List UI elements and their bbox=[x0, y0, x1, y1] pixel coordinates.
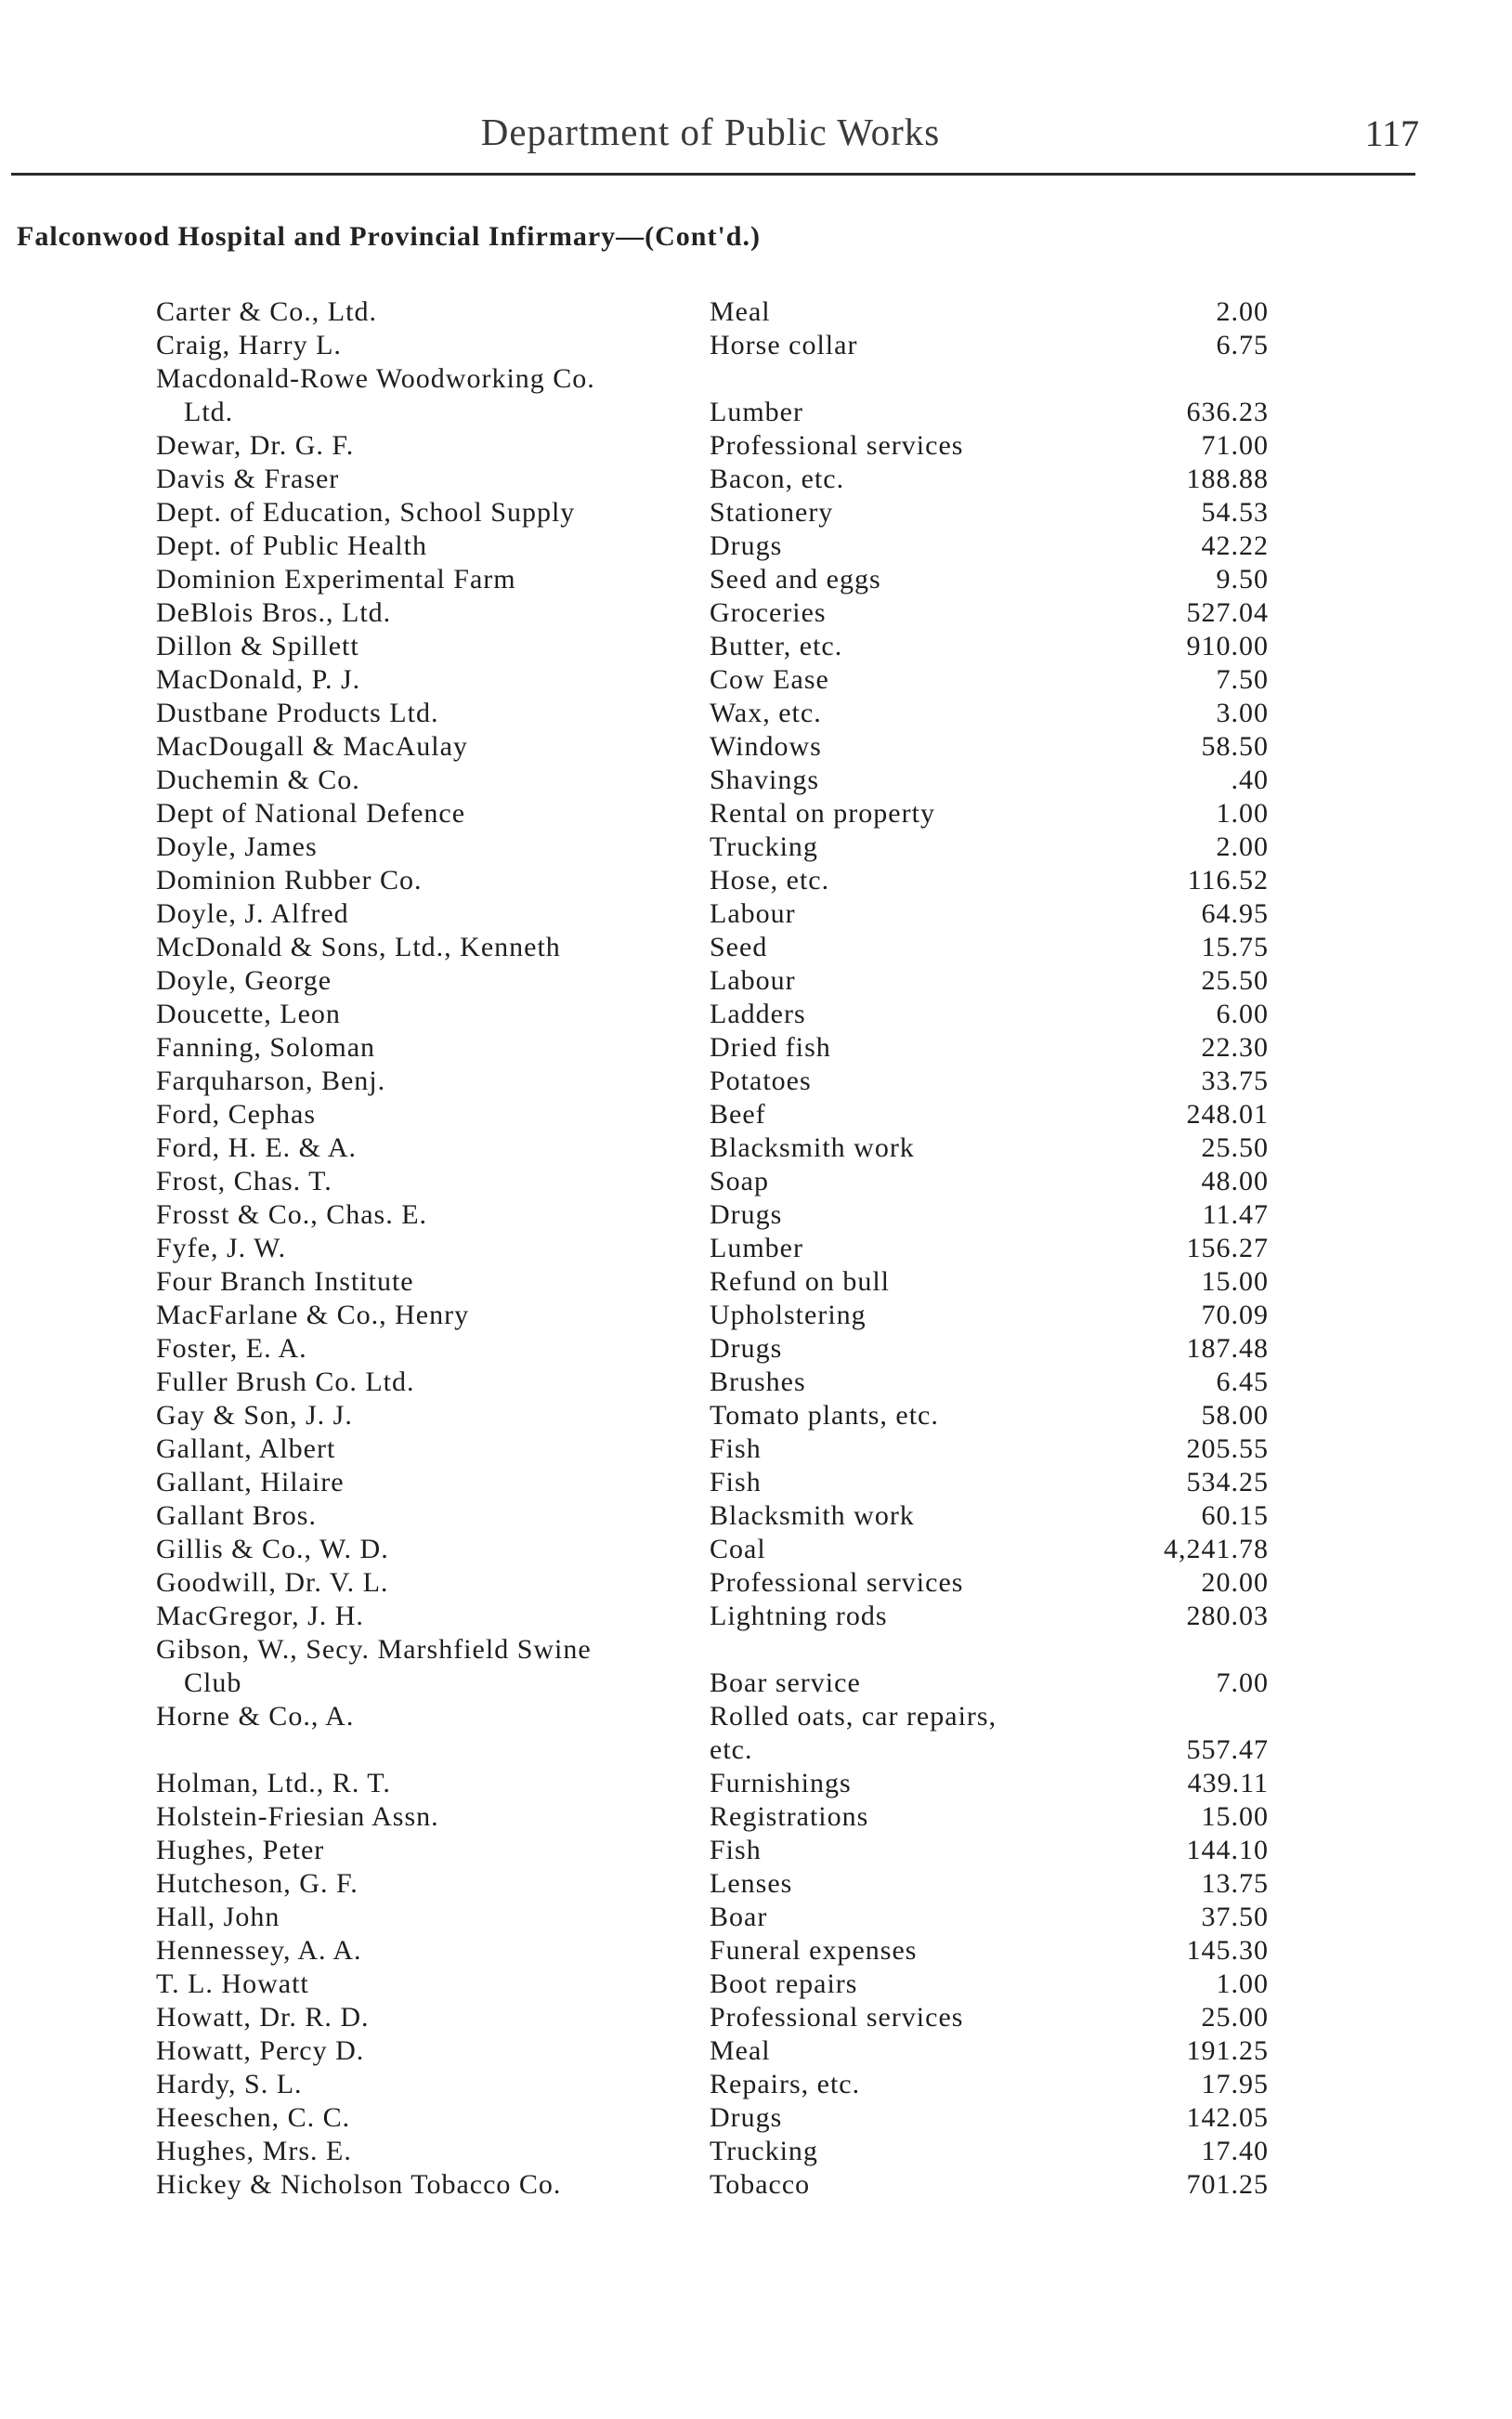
item-description: Repairs, etc. bbox=[710, 2069, 861, 2099]
list-item bbox=[0, 998, 1512, 1031]
list-item bbox=[0, 1600, 1512, 1633]
payee-name: Gillis & Co., W. D. bbox=[156, 1534, 389, 1564]
item-description: Coal bbox=[710, 1534, 766, 1564]
amount-value: 22.30 bbox=[1201, 1032, 1269, 1063]
list-item bbox=[0, 1700, 1512, 1733]
item-description: Horse collar bbox=[710, 330, 858, 360]
expenditure-list bbox=[0, 295, 1512, 2202]
list-item bbox=[0, 1834, 1512, 1867]
list-item bbox=[0, 295, 1512, 329]
payee-name: Gallant Bros. bbox=[156, 1500, 317, 1531]
item-description: Drugs bbox=[710, 530, 783, 561]
item-description: Lumber bbox=[710, 397, 803, 427]
list-item bbox=[0, 1533, 1512, 1566]
list-item bbox=[0, 1733, 1512, 1767]
list-item bbox=[0, 1566, 1512, 1600]
payee-name: Dustbane Products Ltd. bbox=[156, 698, 439, 728]
payee-name: Carter & Co., Ltd. bbox=[156, 296, 377, 327]
list-item bbox=[0, 2034, 1512, 2068]
item-description: Boot repairs bbox=[710, 1968, 858, 1999]
list-item bbox=[0, 697, 1512, 730]
list-item bbox=[0, 830, 1512, 864]
item-description: Shavings bbox=[710, 765, 820, 795]
list-item bbox=[0, 596, 1512, 630]
amount-value: 13.75 bbox=[1201, 1868, 1269, 1899]
payee-name: Dewar, Dr. G. F. bbox=[156, 430, 355, 461]
item-description: Professional services bbox=[710, 2002, 964, 2033]
payee-name: Ltd. bbox=[184, 397, 234, 427]
list-item bbox=[0, 1198, 1512, 1232]
payee-name: Hardy, S. L. bbox=[156, 2069, 303, 2099]
list-item bbox=[0, 329, 1512, 362]
list-item bbox=[0, 1667, 1512, 1700]
payee-name: Foster, E. A. bbox=[156, 1333, 307, 1364]
amount-value: 4,241.78 bbox=[1164, 1534, 1269, 1564]
payee-name: McDonald & Sons, Ltd., Kenneth bbox=[156, 932, 561, 962]
payee-name: Heeschen, C. C. bbox=[156, 2102, 351, 2133]
item-description: Fish bbox=[710, 1835, 762, 1865]
amount-value: 6.00 bbox=[1216, 999, 1269, 1029]
amount-value: 2.00 bbox=[1216, 296, 1269, 327]
payee-name: Frost, Chas. T. bbox=[156, 1166, 332, 1196]
item-description: Wax, etc. bbox=[710, 698, 822, 728]
item-description: Bacon, etc. bbox=[710, 464, 845, 494]
list-item bbox=[0, 429, 1512, 463]
amount-value: 33.75 bbox=[1201, 1066, 1269, 1096]
amount-value: 701.25 bbox=[1186, 2169, 1269, 2200]
amount-value: 205.55 bbox=[1186, 1433, 1269, 1464]
amount-value: 58.00 bbox=[1201, 1400, 1269, 1431]
list-item bbox=[0, 1867, 1512, 1901]
item-description: Upholstering bbox=[710, 1300, 867, 1330]
item-description: Beef bbox=[710, 1099, 766, 1130]
payee-name: Doyle, J. Alfred bbox=[156, 898, 349, 929]
amount-value: 557.47 bbox=[1186, 1734, 1269, 1765]
payee-name: Macdonald-Rowe Woodworking Co. bbox=[156, 363, 595, 394]
list-item bbox=[0, 1432, 1512, 1466]
amount-value: 42.22 bbox=[1201, 530, 1269, 561]
item-description: Drugs bbox=[710, 1333, 783, 1364]
payee-name: Hickey & Nicholson Tobacco Co. bbox=[156, 2169, 562, 2200]
list-item bbox=[0, 1934, 1512, 1968]
item-description: Labour bbox=[710, 965, 796, 996]
item-description: Windows bbox=[710, 731, 822, 762]
amount-value: 191.25 bbox=[1186, 2035, 1269, 2066]
item-description: Blacksmith work bbox=[710, 1132, 915, 1163]
item-description: Groceries bbox=[710, 597, 827, 628]
item-description: Brushes bbox=[710, 1366, 806, 1397]
payee-name: Fanning, Soloman bbox=[156, 1032, 376, 1063]
item-description: Fish bbox=[710, 1467, 762, 1497]
amount-value: 142.05 bbox=[1186, 2102, 1269, 2133]
amount-value: 17.95 bbox=[1201, 2069, 1269, 2099]
amount-value: 2.00 bbox=[1216, 831, 1269, 862]
item-description: Seed bbox=[710, 932, 768, 962]
payee-name: Fyfe, J. W. bbox=[156, 1233, 287, 1263]
list-item bbox=[0, 1366, 1512, 1399]
amount-value: 636.23 bbox=[1186, 397, 1269, 427]
list-item bbox=[0, 1265, 1512, 1299]
payee-name: T. L. Howatt bbox=[156, 1968, 309, 1999]
payee-name: Horne & Co., A. bbox=[156, 1701, 355, 1732]
item-description: Trucking bbox=[710, 831, 818, 862]
payee-name: Goodwill, Dr. V. L. bbox=[156, 1567, 389, 1598]
list-item bbox=[0, 1098, 1512, 1131]
item-description: Funeral expenses bbox=[710, 1935, 918, 1966]
item-description: Lenses bbox=[710, 1868, 793, 1899]
payee-name: DeBlois Bros., Ltd. bbox=[156, 597, 392, 628]
item-description: Labour bbox=[710, 898, 796, 929]
payee-name: Ford, Cephas bbox=[156, 1099, 316, 1130]
list-item bbox=[0, 2101, 1512, 2135]
amount-value: 187.48 bbox=[1186, 1333, 1269, 1364]
list-item bbox=[0, 362, 1512, 396]
payee-name: Gallant, Hilaire bbox=[156, 1467, 345, 1497]
list-item bbox=[0, 2168, 1512, 2202]
list-item bbox=[0, 1466, 1512, 1499]
list-item bbox=[0, 630, 1512, 663]
amount-value: 6.75 bbox=[1216, 330, 1269, 360]
amount-value: 6.45 bbox=[1216, 1366, 1269, 1397]
list-item bbox=[0, 931, 1512, 964]
amount-value: 37.50 bbox=[1201, 1902, 1269, 1932]
amount-value: 144.10 bbox=[1186, 1835, 1269, 1865]
item-description: Potatoes bbox=[710, 1066, 812, 1096]
list-item bbox=[0, 396, 1512, 429]
payee-name: Hughes, Peter bbox=[156, 1835, 325, 1865]
payee-name: Doyle, James bbox=[156, 831, 318, 862]
header-rule bbox=[11, 173, 1415, 176]
payee-name: Gibson, W., Secy. Marshfield Swine bbox=[156, 1634, 592, 1665]
amount-value: 527.04 bbox=[1186, 597, 1269, 628]
amount-value: 15.75 bbox=[1201, 932, 1269, 962]
list-item bbox=[0, 764, 1512, 797]
payee-name: Dominion Experimental Farm bbox=[156, 564, 516, 595]
item-description: Tobacco bbox=[710, 2169, 811, 2200]
item-description: Fish bbox=[710, 1433, 762, 1464]
item-description: Professional services bbox=[710, 430, 964, 461]
payee-name: Farquharson, Benj. bbox=[156, 1066, 386, 1096]
item-description: Boar bbox=[710, 1902, 768, 1932]
amount-value: 11.47 bbox=[1202, 1199, 1269, 1230]
list-item bbox=[0, 1299, 1512, 1332]
payee-name: Duchemin & Co. bbox=[156, 765, 360, 795]
item-description: Meal bbox=[710, 2035, 771, 2066]
list-item bbox=[0, 1901, 1512, 1934]
amount-value: 25.00 bbox=[1201, 2002, 1269, 2033]
list-item bbox=[0, 1800, 1512, 1834]
payee-name: MacDougall & MacAulay bbox=[156, 731, 468, 762]
item-description: Cow Ease bbox=[710, 664, 829, 695]
amount-value: 17.40 bbox=[1201, 2136, 1269, 2166]
amount-value: 20.00 bbox=[1201, 1567, 1269, 1598]
list-item bbox=[0, 1332, 1512, 1366]
list-item bbox=[0, 2068, 1512, 2101]
payee-name: Fuller Brush Co. Ltd. bbox=[156, 1366, 415, 1397]
amount-value: 54.53 bbox=[1201, 497, 1269, 528]
page-number: 117 bbox=[1364, 112, 1419, 154]
payee-name: Hennessey, A. A. bbox=[156, 1935, 362, 1966]
item-description: Lumber bbox=[710, 1233, 803, 1263]
amount-value: 1.00 bbox=[1216, 798, 1269, 829]
payee-name: Craig, Harry L. bbox=[156, 330, 342, 360]
item-description: Professional services bbox=[710, 1567, 964, 1598]
amount-value: 25.50 bbox=[1201, 965, 1269, 996]
list-item bbox=[0, 864, 1512, 897]
list-item bbox=[0, 1968, 1512, 2001]
item-description: Stationery bbox=[710, 497, 834, 528]
item-description: Refund on bull bbox=[710, 1266, 890, 1297]
payee-name: Four Branch Institute bbox=[156, 1266, 414, 1297]
list-item bbox=[0, 1031, 1512, 1065]
list-item bbox=[0, 897, 1512, 931]
payee-name: Dept. of Public Health bbox=[156, 530, 427, 561]
payee-name: Holstein-Friesian Assn. bbox=[156, 1801, 439, 1832]
payee-name: MacGregor, J. H. bbox=[156, 1601, 364, 1631]
item-description: Rolled oats, car repairs, bbox=[710, 1701, 997, 1732]
amount-value: 116.52 bbox=[1187, 865, 1269, 896]
list-item bbox=[0, 1399, 1512, 1432]
amount-value: 280.03 bbox=[1186, 1601, 1269, 1631]
amount-value: 7.50 bbox=[1216, 664, 1269, 695]
item-description: Ladders bbox=[710, 999, 806, 1029]
list-item bbox=[0, 797, 1512, 830]
amount-value: .40 bbox=[1231, 765, 1269, 795]
payee-name: Club bbox=[184, 1667, 242, 1698]
payee-name: Howatt, Percy D. bbox=[156, 2035, 365, 2066]
payee-name: Hutcheson, G. F. bbox=[156, 1868, 358, 1899]
amount-value: 58.50 bbox=[1201, 731, 1269, 762]
list-item bbox=[0, 530, 1512, 563]
amount-value: 188.88 bbox=[1186, 464, 1269, 494]
item-description: Trucking bbox=[710, 2136, 818, 2166]
payee-name: Dillon & Spillett bbox=[156, 631, 359, 661]
amount-value: 25.50 bbox=[1201, 1132, 1269, 1163]
list-item bbox=[0, 1131, 1512, 1165]
list-item bbox=[0, 964, 1512, 998]
item-description: Registrations bbox=[710, 1801, 869, 1832]
amount-value: 70.09 bbox=[1201, 1300, 1269, 1330]
payee-name: Dept of National Defence bbox=[156, 798, 466, 829]
amount-value: 439.11 bbox=[1187, 1768, 1269, 1798]
payee-name: Dominion Rubber Co. bbox=[156, 865, 423, 896]
list-item bbox=[0, 1767, 1512, 1800]
item-description: Hose, etc. bbox=[710, 865, 830, 896]
payee-name: Gay & Son, J. J. bbox=[156, 1400, 353, 1431]
item-description: Blacksmith work bbox=[710, 1500, 915, 1531]
amount-value: 910.00 bbox=[1186, 631, 1269, 661]
item-description: Drugs bbox=[710, 2102, 783, 2133]
item-description: Soap bbox=[710, 1166, 769, 1196]
list-item bbox=[0, 1165, 1512, 1198]
amount-value: 15.00 bbox=[1201, 1266, 1269, 1297]
item-description: Dried fish bbox=[710, 1032, 831, 1063]
list-item bbox=[0, 1065, 1512, 1098]
payee-name: MacDonald, P. J. bbox=[156, 664, 361, 695]
payee-name: Howatt, Dr. R. D. bbox=[156, 2002, 370, 2033]
amount-value: 48.00 bbox=[1201, 1166, 1269, 1196]
amount-value: 60.15 bbox=[1201, 1500, 1269, 1531]
amount-value: 71.00 bbox=[1201, 430, 1269, 461]
item-description: Lightning rods bbox=[710, 1601, 888, 1631]
item-description: etc. bbox=[710, 1734, 753, 1765]
list-item bbox=[0, 1232, 1512, 1265]
amount-value: 64.95 bbox=[1201, 898, 1269, 929]
list-item bbox=[0, 663, 1512, 697]
payee-name: Hall, John bbox=[156, 1902, 280, 1932]
list-item bbox=[0, 463, 1512, 496]
amount-value: 156.27 bbox=[1186, 1233, 1269, 1263]
payee-name: Dept. of Education, School Supply bbox=[156, 497, 576, 528]
amount-value: 3.00 bbox=[1216, 698, 1269, 728]
amount-value: 534.25 bbox=[1186, 1467, 1269, 1497]
amount-value: 15.00 bbox=[1201, 1801, 1269, 1832]
amount-value: 248.01 bbox=[1186, 1099, 1269, 1130]
amount-value: 145.30 bbox=[1186, 1935, 1269, 1966]
amount-value: 1.00 bbox=[1216, 1968, 1269, 1999]
payee-name: Doucette, Leon bbox=[156, 999, 341, 1029]
item-description: Drugs bbox=[710, 1199, 783, 1230]
list-item bbox=[0, 1499, 1512, 1533]
payee-name: Hughes, Mrs. E. bbox=[156, 2136, 352, 2166]
amount-value: 9.50 bbox=[1216, 564, 1269, 595]
page-title: Department of Public Works bbox=[480, 111, 941, 153]
item-description: Boar service bbox=[710, 1667, 861, 1698]
list-item bbox=[0, 563, 1512, 596]
list-item bbox=[0, 730, 1512, 764]
payee-name: Ford, H. E. & A. bbox=[156, 1132, 358, 1163]
payee-name: MacFarlane & Co., Henry bbox=[156, 1300, 470, 1330]
amount-value: 7.00 bbox=[1216, 1667, 1269, 1698]
item-description: Rental on property bbox=[710, 798, 935, 829]
payee-name: Holman, Ltd., R. T. bbox=[156, 1768, 391, 1798]
payee-name: Frosst & Co., Chas. E. bbox=[156, 1199, 428, 1230]
payee-name: Doyle, George bbox=[156, 965, 332, 996]
list-item bbox=[0, 2001, 1512, 2034]
payee-name: Gallant, Albert bbox=[156, 1433, 336, 1464]
page-header bbox=[0, 110, 1512, 165]
payee-name: Davis & Fraser bbox=[156, 464, 340, 494]
list-item bbox=[0, 2135, 1512, 2168]
item-description: Seed and eggs bbox=[710, 564, 881, 595]
item-description: Butter, etc. bbox=[710, 631, 843, 661]
section-heading: Falconwood Hospital and Provincial Infirmary—(Cont'd.) bbox=[17, 221, 761, 252]
list-item bbox=[0, 1633, 1512, 1667]
list-item bbox=[0, 496, 1512, 530]
item-description: Tomato plants, etc. bbox=[710, 1400, 939, 1431]
item-description: Furnishings bbox=[710, 1768, 852, 1798]
item-description: Meal bbox=[710, 296, 771, 327]
